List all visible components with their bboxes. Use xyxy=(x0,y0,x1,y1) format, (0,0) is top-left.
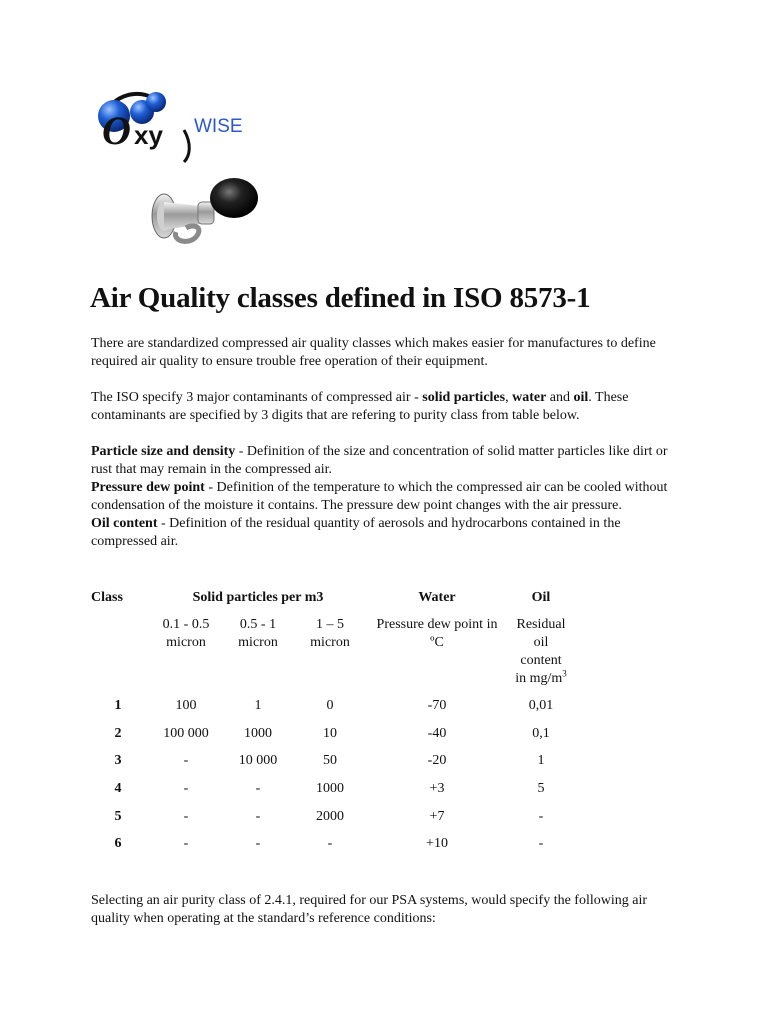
row-2-p2: 1000 xyxy=(244,726,272,741)
oil-term: oil xyxy=(573,390,589,405)
subheader-dew-point: Pressure dew point in ºC xyxy=(376,617,498,650)
intro-paragraph: There are standardized compressed air quality classes which makes easier for manufactures to define required air quality to ensure trouble free operation of their equipment. xyxy=(91,336,656,369)
row-1-p2: 1 xyxy=(254,698,262,713)
row-4-oil: 5 xyxy=(537,781,545,796)
svg-text:WISE: WISE xyxy=(194,116,243,137)
row-4-p3: 1000 xyxy=(316,781,344,796)
definition-text-dewpoint: - Definition of the temperature to which the compressed air can be cooled without condensation of the moisture it contains. The pressure dew point changes with the air pressure. xyxy=(91,480,668,513)
row-2-p1: 100 000 xyxy=(163,726,209,741)
row-5-p1: - xyxy=(183,809,189,824)
definition-term-particle: Particle size and density xyxy=(91,444,236,459)
page-title: Air Quality classes defined in ISO 8573-1 xyxy=(90,282,591,314)
row-1-class: 1 xyxy=(114,698,122,713)
definition-term-dewpoint: Pressure dew point xyxy=(91,480,205,495)
row-4-class: 4 xyxy=(114,781,122,796)
row-2-water: -40 xyxy=(427,726,447,741)
svg-text:O: O xyxy=(102,108,131,153)
row-3-oil: 1 xyxy=(537,753,545,768)
row-6-p2: - xyxy=(255,836,261,851)
header-water: Water xyxy=(418,590,456,605)
row-6-oil: - xyxy=(538,836,544,851)
row-2-p3: 10 xyxy=(323,726,337,741)
row-3-water: -20 xyxy=(427,753,447,768)
row-6-p1: - xyxy=(183,836,189,851)
subheader-residual-oil: Residual oil content in $mg/m^3$ xyxy=(515,617,567,686)
header-class: Class xyxy=(91,590,123,605)
closing-paragraph: Selecting an air purity class of 2.4.1, required for our PSA systems, would specify the following air quality when operating at the standard’s reference conditions: xyxy=(91,893,648,926)
subheader-particles-1-5: 1 – 5 micron xyxy=(310,617,350,650)
row-1-p3: 0 xyxy=(326,698,334,713)
row-5-p3: 2000 xyxy=(316,809,344,824)
row-4-water: +3 xyxy=(429,781,445,796)
solid-particles-term: solid particles xyxy=(422,390,506,405)
row-5-oil: - xyxy=(538,809,544,824)
definition-text-particle: - Definition of the size and concentration of solid matter particles like dirt or rust that may remain in the compressed air. xyxy=(91,444,668,477)
row-4-p1: - xyxy=(183,781,189,796)
water-term: water xyxy=(512,390,547,405)
row-3-class: 3 xyxy=(114,753,122,768)
row-1-water: -70 xyxy=(427,698,447,713)
row-3-p1: - xyxy=(183,753,189,768)
row-3-p2: 10 000 xyxy=(238,753,278,768)
subheader-particles-0.1-0.5: 0.1 - 0.5 micron xyxy=(162,617,210,650)
contaminants-paragraph: The ISO specify 3 major contaminants of compressed air - solid particles, water and oil. These contaminants are specified by 3 digits that are refering to purity class from table below. xyxy=(91,390,629,423)
header-oil: Oil xyxy=(531,590,551,605)
row-6-water: +10 xyxy=(426,836,448,851)
row-1-oil: 0,01 xyxy=(528,698,554,713)
row-5-water: +7 xyxy=(429,809,445,824)
row-5-p2: - xyxy=(255,809,261,824)
row-2-oil: 0,1 xyxy=(532,726,550,741)
row-1-p1: 100 xyxy=(175,698,197,713)
definition-text-oil: - Definition of the residual quantity of aerosols and hydrocarbons contained in the compressed air. xyxy=(91,516,621,549)
row-6-class: 6 xyxy=(114,836,122,851)
header-solid-particles: Solid particles per m3 xyxy=(192,590,324,605)
row-3-p3: 50 xyxy=(323,753,337,768)
subheader-particles-0.5-1: 0.5 - 1 micron xyxy=(238,617,278,650)
definition-term-oil: Oil content xyxy=(91,516,158,531)
svg-text:xy: xy xyxy=(134,120,163,150)
row-2-class: 2 xyxy=(114,726,122,741)
row-5-class: 5 xyxy=(114,809,122,824)
row-6-p3: - xyxy=(327,836,333,851)
row-4-p2: - xyxy=(255,781,261,796)
